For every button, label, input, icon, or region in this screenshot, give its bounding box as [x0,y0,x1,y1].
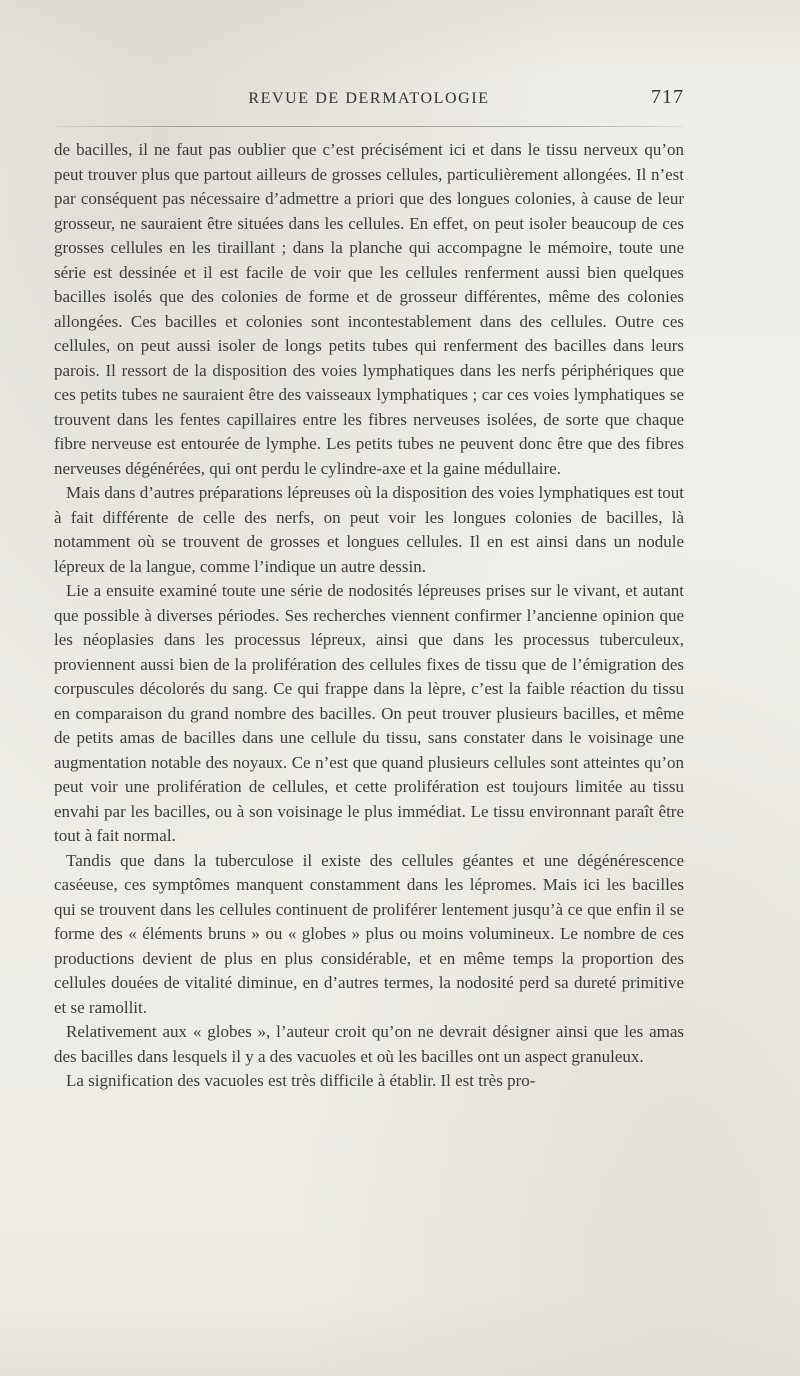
page-header [54,84,684,116]
running-title: REVUE DE DERMATOLOGIE [248,90,490,107]
paragraph-4: Tandis que dans la tuberculose il existe des cellules géantes et une dégénérescence caséeuse, ces symptômes manquent constamment dans les lépromes. Mais ici les bacilles qui se trouvent dans les cellules continuent de proliférer lentement jusqu’à ce que enfin il se forme des « éléments bruns » ou « globes » plus ou moins volumineux. Le nombre de ces productions devient de plus en plus considérable, et en même temps la proportion des cellules douées de vitalité diminue, en d’autres termes, la nodosité perd sa dureté primitive et se ramollit. [54,850,684,1017]
paragraph-6: La signification des vacuoles est très difficile à établir. Il est très pro- [66,1071,536,1090]
paragraph-1: de bacilles, il ne faut pas oublier que c’est précisément ici et dans le tissu nerveux qu’on peut trouver plus que partout ailleurs de grosses cellules, particulièrement allongées. Il n’est par conséquent pas nécessaire d’admettre a priori que des longues colonies, à cause de leur grosseur, ne sauraient être situées dans les cellules. En effet, on peut isoler beaucoup de ces grosses cellules en les tiraillant ; dans la planche qui accompagne le mémoire, toute une série est dessinée et il est facile de voir que les cellules renferment aussi bien quelques bacilles isolés que des colonies de forme et de grosseur différentes, même des colonies allongées. Ces bacilles et colonies sont incontestablement dans des cellules. Outre ces cellules, on peut aussi isoler de longs petits tubes qui renferment des bacilles dans leurs parois. Il ressort de la disposition des voies lymphatiques dans les nerfs périphériques que ces petits tubes ne sauraient être des vaisseaux lymphatiques ; car ces voies lymphatiques se trouvent dans les fentes capillaires entre les fibres nerveuses isolées, de sorte que chaque fibre nerveuse est entourée de lymphe. Les petits tubes ne peuvent donc être que des fibres nerveuses dégénérées, qui ont perdu le cylindre-axe et la gaine médullaire. [54,140,684,478]
header-rule [54,126,684,127]
paragraph-2: Mais dans d’autres préparations lépreuses où la disposition des voies lymphatiques est tout à fait différente de celle des nerfs, on peut voir les longues colonies de bacilles, là notamment où se trouvent de grosses et longues cellules. Il en est ainsi dans un nodule lépreux de la langue, comme l’indique un autre dessin. [54,483,684,576]
body-text [54,138,684,1094]
paragraph-5: Relativement aux « globes », l’auteur croit qu’on ne devrait désigner ainsi que les amas des bacilles dans lesquels il y a des vacuoles et où les bacilles ont un aspect granuleux. [54,1022,684,1066]
page-number: 717 [651,86,684,108]
paragraph-3: Lie a ensuite examiné toute une série de nodosités lépreuses prises sur le vivant, et autant que possible à diverses périodes. Ses recherches viennent confirmer l’ancienne opinion que les néoplasies dans les processus lépreux, ainsi que dans les processus tuberculeux, proviennent aussi bien de la prolifération des cellules fixes de tissu que de l’émigration des corpuscules décolorés du sang. Ce qui frappe dans la lèpre, c’est la faible réaction du tissu en comparaison du grand nombre des bacilles. On peut trouver plusieurs bacilles, et même de petits amas de bacilles dans une cellule du tissu, sans constater dans le voisinage une augmentation notable des noyaux. Ce n’est que quand plusieurs cellules sont atteintes qu’on peut voir une prolifération de cellules, et cette prolifération est toujours limitée au tissu envahi par les bacilles, ou à son voisinage le plus immédiat. Le tissu environnant paraît être tout à fait normal. [54,581,684,845]
